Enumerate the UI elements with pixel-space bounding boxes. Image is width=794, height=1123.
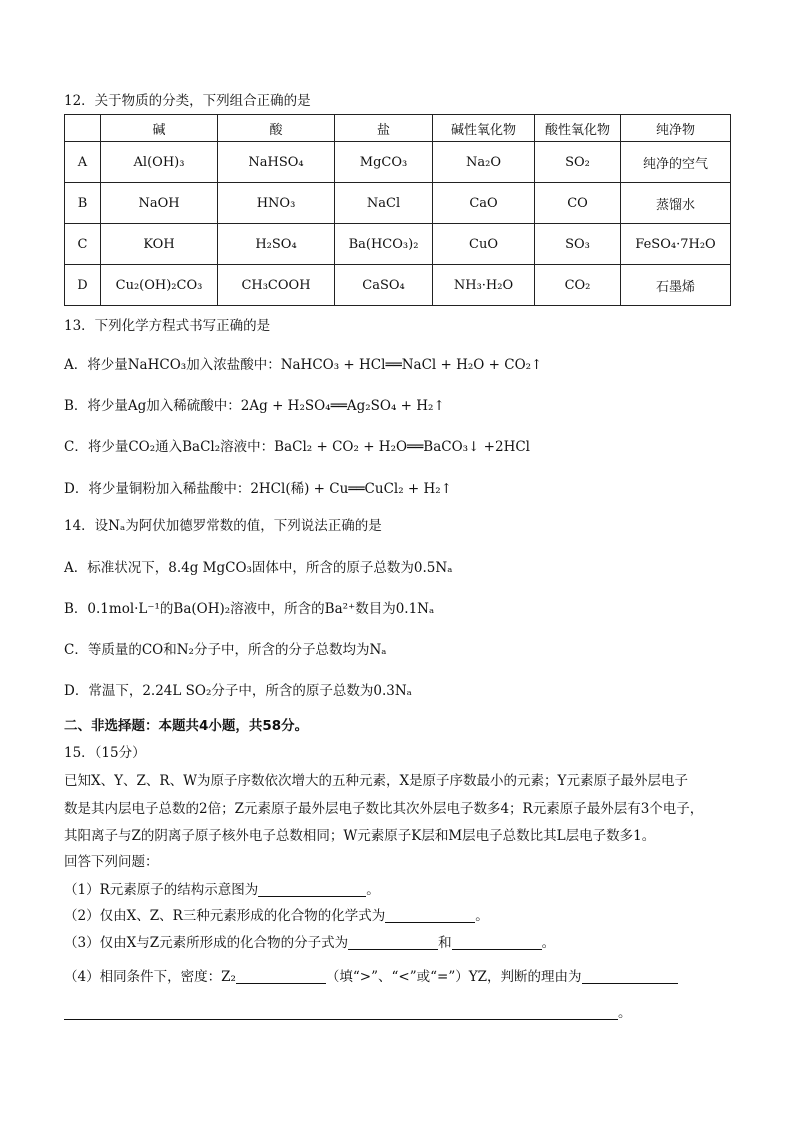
table-cell: NaOH <box>101 183 218 224</box>
answer-blank[interactable] <box>258 882 366 897</box>
q14-option-a[interactable]: A．标准状况下，8.4g MgCO₃固体中，所含的原子总数为0.5Nₐ <box>64 560 453 576</box>
q13-option-d[interactable]: D．将少量铜粉加入稀盐酸中：2HCl(稀) + Cu══CuCl₂ + H₂↑ <box>64 481 453 497</box>
sub1-end: 。 <box>366 882 380 898</box>
table-cell: SO₃ <box>535 224 621 265</box>
table-cell: CaSO₄ <box>335 265 433 306</box>
table-cell: 石墨烯 <box>621 265 731 306</box>
table-cell: SO₂ <box>535 142 621 183</box>
q14-stem: 14．设Nₐ为阿伏加德罗常数的值，下列说法正确的是 <box>64 518 382 534</box>
q13-option-c[interactable]: C．将少量CO₂通入BaCl₂溶液中：BaCl₂ + CO₂ + H₂O══BaCO₃↓ +2HCl <box>64 439 531 455</box>
sub3-text: （3）仅由X与Z元素所形成的化合物的分子式为 <box>64 935 349 951</box>
sub3-end: 。 <box>541 935 556 951</box>
q14-option-c[interactable]: C．等质量的CO和N₂分子中，所含的分子总数均为Nₐ <box>64 642 387 658</box>
classification-table <box>64 114 731 306</box>
table-header-cell: 纯净物 <box>621 115 731 142</box>
sub2-text: （2）仅由X、Z、R三种元素形成的化合物的化学式为 <box>64 908 386 924</box>
table-cell: HNO₃ <box>218 183 335 224</box>
table-cell: NaHSO₄ <box>218 142 335 183</box>
answer-blank[interactable] <box>236 969 326 984</box>
sub4-end: 。 <box>618 1005 632 1021</box>
table-cell: Cu₂(OH)₂CO₃ <box>101 265 218 306</box>
table-cell: KOH <box>101 224 218 265</box>
q14-option-d[interactable]: D．常温下，2.24L SO₂分子中，所含的原子总数为0.3Nₐ <box>64 683 412 699</box>
q15-paragraph-line: 数是其内层电子总数的2倍；Z元素原子最外层电子数比其次外层电子数多4；R元素原子最外层有3个电子， <box>64 801 704 817</box>
q15-paragraph-line: 已知X、Y、Z、R、W为原子序数依次增大的五种元素，X是原子序数最小的元素；Y元素原子最外层电子 <box>64 773 688 789</box>
q12-stem: 12．关于物质的分类，下列组合正确的是 <box>64 93 311 109</box>
sub4-mid: （填“>”、“<”或“=”）YZ，判断的理由为 <box>325 969 582 985</box>
table-header-row <box>65 115 731 142</box>
table-cell: CuO <box>433 224 535 265</box>
table-header-cell: 酸 <box>218 115 335 142</box>
table-header-cell: 酸性氧化物 <box>535 115 621 142</box>
row-label: A <box>65 142 101 183</box>
q13-option-a[interactable]: A．将少量NaHCO₃加入浓盐酸中：NaHCO₃ + HCl══NaCl + H₂O + CO₂↑ <box>64 357 543 373</box>
table-header-cell: 碱性氧化物 <box>433 115 535 142</box>
table-header-cell: 盐 <box>335 115 433 142</box>
answer-intro: 回答下列问题： <box>64 854 159 870</box>
q13-option-b[interactable]: B．将少量Ag加入稀硫酸中：2Ag + H₂SO₄══Ag₂SO₄ + H₂↑ <box>64 398 445 414</box>
table-cell: NaCl <box>335 183 433 224</box>
sub2-end: 。 <box>475 908 489 924</box>
q15-sub4-continuation <box>64 1004 632 1022</box>
table-cell: FeSO₄·7H₂O <box>621 224 731 265</box>
row-label: D <box>65 265 101 306</box>
table-row <box>65 142 731 183</box>
table-cell: CH₃COOH <box>218 265 335 306</box>
table-cell: 纯净的空气 <box>621 142 731 183</box>
row-label: C <box>65 224 101 265</box>
q15-paragraph-line: 其阳离子与Z的阴离子原子核外电子总数相同；W元素原子K层和M层电子总数比其L层电子数多1。 <box>64 828 656 844</box>
q15-sub2 <box>64 907 489 925</box>
table-cell: Al(OH)₃ <box>101 142 218 183</box>
q15-sub3 <box>64 934 555 952</box>
answer-blank[interactable] <box>348 935 438 950</box>
section-heading: 二、非选择题：本题共4小题，共58分。 <box>64 718 309 734</box>
table-cell: CaO <box>433 183 535 224</box>
q13-stem: 13．下列化学方程式书写正确的是 <box>64 318 271 334</box>
answer-blank[interactable] <box>582 969 678 984</box>
table-cell: 蒸馏水 <box>621 183 731 224</box>
q14-option-b[interactable]: B．0.1mol·L⁻¹的Ba(OH)₂溶液中，所含的Ba²⁺数目为0.1Nₐ <box>64 601 435 617</box>
table-cell: NH₃·H₂O <box>433 265 535 306</box>
table-cell: CO <box>535 183 621 224</box>
table-header-cell <box>65 115 101 142</box>
table-header-cell: 碱 <box>101 115 218 142</box>
sub1-text: （1）R元素原子的结构示意图为 <box>64 882 259 898</box>
table-cell: H₂SO₄ <box>218 224 335 265</box>
table-cell: Ba(HCO₃)₂ <box>335 224 433 265</box>
table-row <box>65 224 731 265</box>
answer-blank[interactable] <box>452 935 542 950</box>
q15-sub4 <box>64 968 678 986</box>
table-cell: MgCO₃ <box>335 142 433 183</box>
table-row <box>65 265 731 306</box>
answer-blank[interactable] <box>64 1005 618 1020</box>
table-cell: Na₂O <box>433 142 535 183</box>
row-label: B <box>65 183 101 224</box>
table-row <box>65 183 731 224</box>
table-cell: CO₂ <box>535 265 621 306</box>
answer-blank[interactable] <box>385 908 475 923</box>
sub3-mid: 和 <box>438 935 452 951</box>
q15-number: 15．（15分） <box>64 745 146 761</box>
q15-sub1 <box>64 881 380 899</box>
sub4-text: （4）相同条件下，密度：Z₂ <box>64 969 236 985</box>
